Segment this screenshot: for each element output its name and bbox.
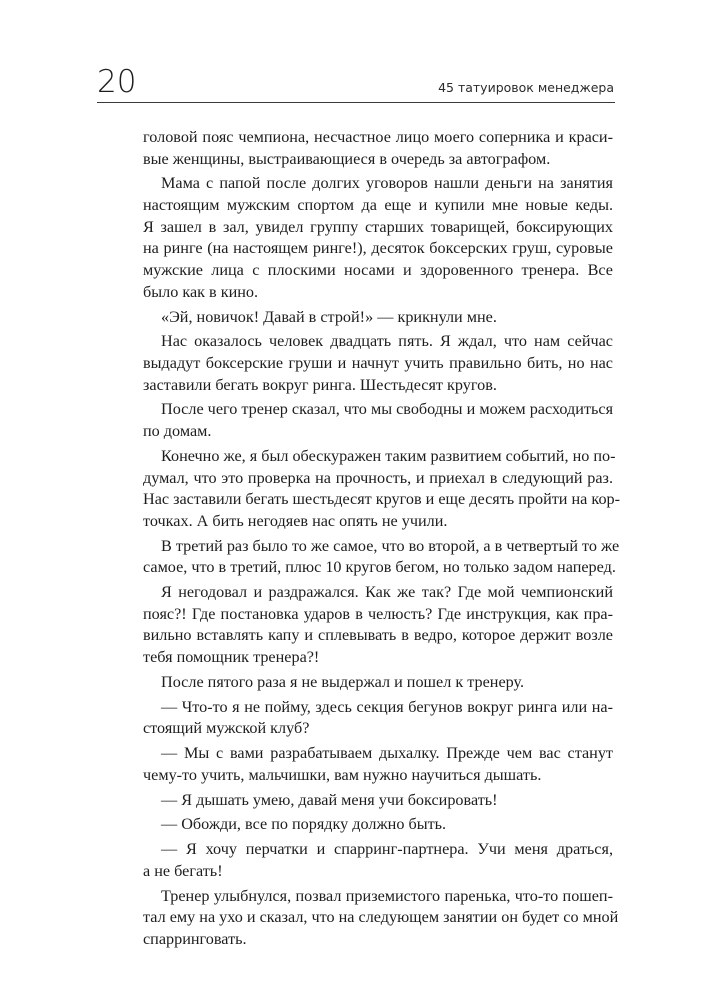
text-line: чему-то учить, мальчишки, вам нужно научиться дышать. <box>143 765 542 784</box>
text-line: тал ему на ухо и сказал, что на следующем занятии он будет со мной <box>143 908 619 927</box>
text-line: по домам. <box>143 422 212 441</box>
header-divider <box>97 102 615 103</box>
running-title: 45 татуировок менеджера <box>438 80 614 95</box>
text-line: думал, что это проверка на прочность, и приехал в следующий раз. <box>143 468 613 487</box>
text-line: Нас заставили бегать шестьдесят кругов и еще десять пройти на кор- <box>143 490 621 509</box>
body-text <box>143 127 621 951</box>
text-line: После чего тренер сказал, что мы свободны и можем расходиться <box>161 400 614 419</box>
text-line: заставили бегать вокруг ринга. Шестьдесят кругов. <box>143 375 497 394</box>
text-line: мужские лица с плоскими носами и здоровенного тренера. Все <box>143 261 613 280</box>
text-line: Нас оказалось человек двадцать пять. Я ждал, что нам сейчас <box>161 332 613 351</box>
text-line: стоящий мужской клуб? <box>143 719 310 738</box>
text-line: выдадут боксерские груши и начнут учить правильно бить, но нас <box>143 353 613 372</box>
text-line: — Я хочу перчатки и спарринг-партнера. Учи меня драться, <box>161 840 613 859</box>
text-line: а не бегать! <box>143 861 223 880</box>
text-line: «Эй, новичок! Давай в строй!» — крикнули мне. <box>161 307 497 326</box>
text-line: Я зашел в зал, увидел группу старших товарищей, боксирующих <box>143 217 613 236</box>
text-line: спарринговать. <box>143 930 247 949</box>
text-line: головой пояс чемпиона, несчастное лицо моего соперника и краси- <box>143 128 613 146</box>
text-line: тебя помощник тренера?! <box>143 648 320 667</box>
text-line: на ринге (на настоящем ринге!), десяток боксерских груш, суровые <box>143 239 613 258</box>
page-number: 20 <box>97 64 137 100</box>
text-line: — Мы с вами разрабатываем дыхалку. Прежде чем вас станут <box>161 744 613 763</box>
text-line: точках. А бить негодяев нас опять не учили. <box>143 511 448 530</box>
text-line: настоящим мужским спортом да еще и купили мне новые кеды. <box>143 196 613 215</box>
text-line: Я негодовал и раздражался. Как же так? Где мой чемпионский <box>161 583 613 602</box>
text-line: самое, что в третий, плюс 10 кругов бегом, но только задом наперед. <box>143 558 616 577</box>
text-line: вильно вставлять капу и сплевывать в ведро, которое держит возле <box>143 626 613 645</box>
text-line: — Обожди, все по порядку должно быть. <box>161 815 447 834</box>
text-line: Тренер улыбнулся, позвал приземистого паренька, что-то пошеп- <box>161 886 613 905</box>
text-line: вые женщины, выстраивающиеся в очередь за автографом. <box>143 149 551 168</box>
text-line: — Я дышать умею, давай меня учи боксировать! <box>161 790 498 809</box>
text-line: — Что-то я не пойму, здесь секция бегунов вокруг ринга или на- <box>161 697 613 716</box>
text-line: Конечно же, я был обескуражен таким развитием событий, но по- <box>161 446 616 465</box>
text-line: В третий раз было то же самое, что во второй, а в четвертый то же <box>161 536 620 555</box>
text-line: Мама с папой после долгих уговоров нашли деньги на занятия <box>161 174 613 193</box>
text-line: пояс?! Где постановка ударов в челюсть? Где инструкция, как пра- <box>143 604 613 623</box>
text-line: После пятого раза я не выдержал и пошел к тренеру. <box>161 672 525 691</box>
text-line: было как в кино. <box>143 282 259 301</box>
